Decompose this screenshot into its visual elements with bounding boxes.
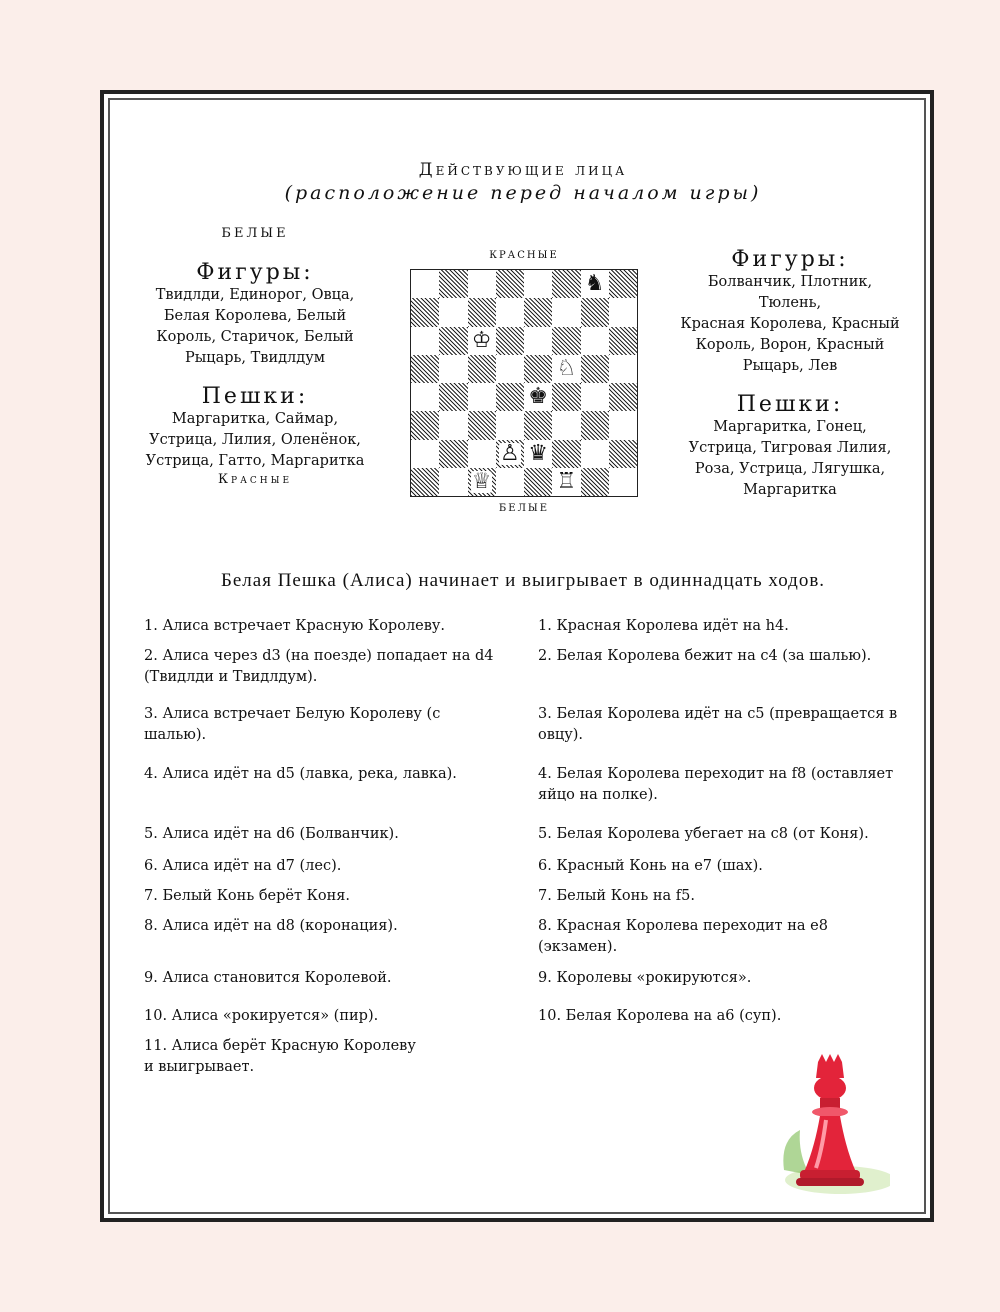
move-item: 6. Алиса идёт на d7 (лес). [144, 858, 342, 874]
black-king-icon: ♚ [528, 384, 548, 410]
board-square [468, 355, 496, 383]
move-item: 8. Алиса идёт на d8 (коронация). [144, 918, 398, 934]
board-square [581, 468, 609, 496]
move-item: 7. Белый Конь на f5. [538, 888, 695, 904]
move-item: 7. Белый Конь берёт Коня. [144, 888, 351, 904]
board-square [524, 327, 552, 355]
list-line: Король, Ворон, Красный [695, 337, 885, 353]
board-square [411, 411, 439, 439]
board-square [468, 440, 496, 468]
board-square [552, 411, 580, 439]
list-line: Устрица, Тигровая Лилия, [688, 440, 892, 456]
move-item: 4. Белая Королева переходит на f8 (оставляет яйцо на полке). [538, 766, 894, 803]
page-content [108, 98, 926, 1214]
red-pawns-heading: Пешки: [736, 392, 844, 417]
board-square [609, 468, 637, 496]
list-line: Красная Королева, Красный [680, 316, 900, 332]
board-square [581, 327, 609, 355]
board-square [552, 440, 580, 468]
board-square [496, 298, 524, 326]
chess-diagram [410, 250, 638, 514]
list-line: Маргаритка, Саймар, [171, 411, 339, 427]
list-line: Рыцарь, Лев [742, 358, 838, 374]
board-square [496, 270, 524, 298]
page-subtitle: (расположение перед началом игры) [284, 182, 762, 204]
white-pieces-heading: Фигуры: [196, 260, 314, 285]
board-square [496, 355, 524, 383]
list-line: Болванчик, Плотник, [707, 274, 873, 290]
board-square [439, 468, 467, 496]
move-item: 9. Алиса становится Королевой. [144, 970, 392, 986]
move-item: 2. Белая Королева бежит на c4 (за шалью). [538, 648, 872, 664]
white-knight-icon: ♘ [556, 355, 577, 381]
move-item: 5. Белая Королева убегает на c8 (от Коня). [538, 826, 869, 842]
board-square [411, 440, 439, 468]
board-square [468, 468, 496, 496]
board-square [609, 327, 637, 355]
board-square [581, 298, 609, 326]
board-square [496, 468, 524, 496]
move-item: 1. Алиса встречает Красную Королеву. [144, 618, 446, 634]
white-side-column [140, 226, 370, 487]
board-square [411, 468, 439, 496]
board-square [609, 440, 637, 468]
board-square [439, 298, 467, 326]
white-pawns-heading: Пешки: [201, 384, 309, 409]
white-pawns-list [140, 409, 370, 472]
board-square [609, 270, 637, 298]
red-side-column [670, 248, 910, 501]
board-square [496, 327, 524, 355]
board-square [552, 468, 580, 496]
board-square [552, 327, 580, 355]
black-queen-icon: ♛ [528, 440, 548, 466]
board-square [581, 440, 609, 468]
white-pieces-list [140, 285, 370, 369]
game-headline: Белая Пешка (Алиса) начинает и выигрывает в одиннадцать ходов. [220, 570, 826, 591]
board-square [496, 440, 524, 468]
list-line: Роза, Устрица, Лягушка, [694, 461, 886, 477]
board-square [468, 298, 496, 326]
list-line: Устрица, Гатто, Маргаритка [145, 453, 365, 469]
board-square [524, 383, 552, 411]
chess-board [410, 269, 638, 497]
board-square [609, 411, 637, 439]
white-king-icon: ♔ [471, 327, 492, 353]
move-item: 9. Королевы «рокируются». [538, 970, 752, 986]
board-square [552, 383, 580, 411]
list-line: Тюлень, [758, 295, 822, 311]
board-square [496, 383, 524, 411]
board-square [609, 298, 637, 326]
page-title: Действующие лица [418, 160, 628, 180]
board-square [468, 383, 496, 411]
red-label-under-list: Красные [217, 472, 293, 487]
board-square [581, 411, 609, 439]
board-square [439, 355, 467, 383]
red-pieces-list [670, 272, 910, 377]
move-item: 1. Красная Королева идёт на h4. [538, 618, 789, 634]
board-square [581, 383, 609, 411]
board-square [609, 383, 637, 411]
board-square [524, 468, 552, 496]
board-square [411, 327, 439, 355]
board-square [439, 411, 467, 439]
board-square [524, 440, 552, 468]
move-item: 4. Алиса идёт на d5 (лавка, река, лавка). [144, 766, 457, 782]
board-square [439, 327, 467, 355]
white-side-label: БЕЛЫЕ [221, 226, 289, 241]
move-item: 10. Алиса «рокируется» (пир). [144, 1008, 379, 1024]
list-line: Король, Старичок, Белый [156, 329, 354, 345]
board-square [552, 298, 580, 326]
board-square [411, 383, 439, 411]
board-square [439, 383, 467, 411]
move-item: 5. Алиса идёт на d6 (Болванчик). [144, 826, 399, 842]
board-bottom-label: БЕЛЫЕ [498, 503, 550, 514]
move-item: 3. Белая Королева идёт на c5 (превращается в овцу). [538, 706, 898, 743]
list-line: Маргаритка [743, 482, 837, 498]
red-pawns-list [670, 417, 910, 501]
board-square [552, 270, 580, 298]
move-item: 2. Алиса через d3 (на поезде) попадает на d4 (Твидлди и Твидлдум). [144, 648, 494, 685]
board-square [439, 270, 467, 298]
list-line: Устрица, Лилия, Оленёнок, [149, 432, 361, 448]
red-queen-illustration [770, 1050, 890, 1200]
board-square [411, 298, 439, 326]
board-square [439, 440, 467, 468]
black-knight-icon: ♞ [584, 271, 605, 297]
board-square [581, 355, 609, 383]
move-item: 8. Красная Королева переходит на e8 (экзамен). [538, 918, 828, 955]
list-line: Рыцарь, Твидлдум [184, 350, 326, 366]
white-rook-icon: ♖ [556, 468, 577, 494]
red-pieces-heading: Фигуры: [731, 247, 849, 272]
white-pawn-icon: ♙ [500, 440, 520, 466]
board-square [524, 298, 552, 326]
board-square [468, 411, 496, 439]
list-line: Маргаритка, Гонец, [713, 419, 867, 435]
board-square [581, 270, 609, 298]
board-square [468, 327, 496, 355]
board-square [496, 411, 524, 439]
list-line: Белая Королева, Белый [163, 308, 347, 324]
page-frame [100, 90, 934, 1222]
move-item: 3. Алиса встречает Белую Королеву (с шалью). [144, 706, 441, 743]
board-square [552, 355, 580, 383]
list-line: Твидлди, Единорог, Овца, [155, 287, 355, 303]
board-square [411, 355, 439, 383]
board-square [609, 355, 637, 383]
board-top-label: КРАСНЫЕ [489, 250, 559, 261]
white-queen-icon: ♕ [471, 468, 492, 494]
move-item: 6. Красный Конь на e7 (шах). [538, 858, 763, 874]
move-item: 10. Белая Королева на a6 (суп). [538, 1008, 782, 1024]
board-square [524, 411, 552, 439]
board-square [468, 270, 496, 298]
board-square [411, 270, 439, 298]
board-square [524, 355, 552, 383]
board-square [524, 270, 552, 298]
move-item: 11. Алиса берёт Красную Королеву и выигрывает. [144, 1038, 416, 1075]
